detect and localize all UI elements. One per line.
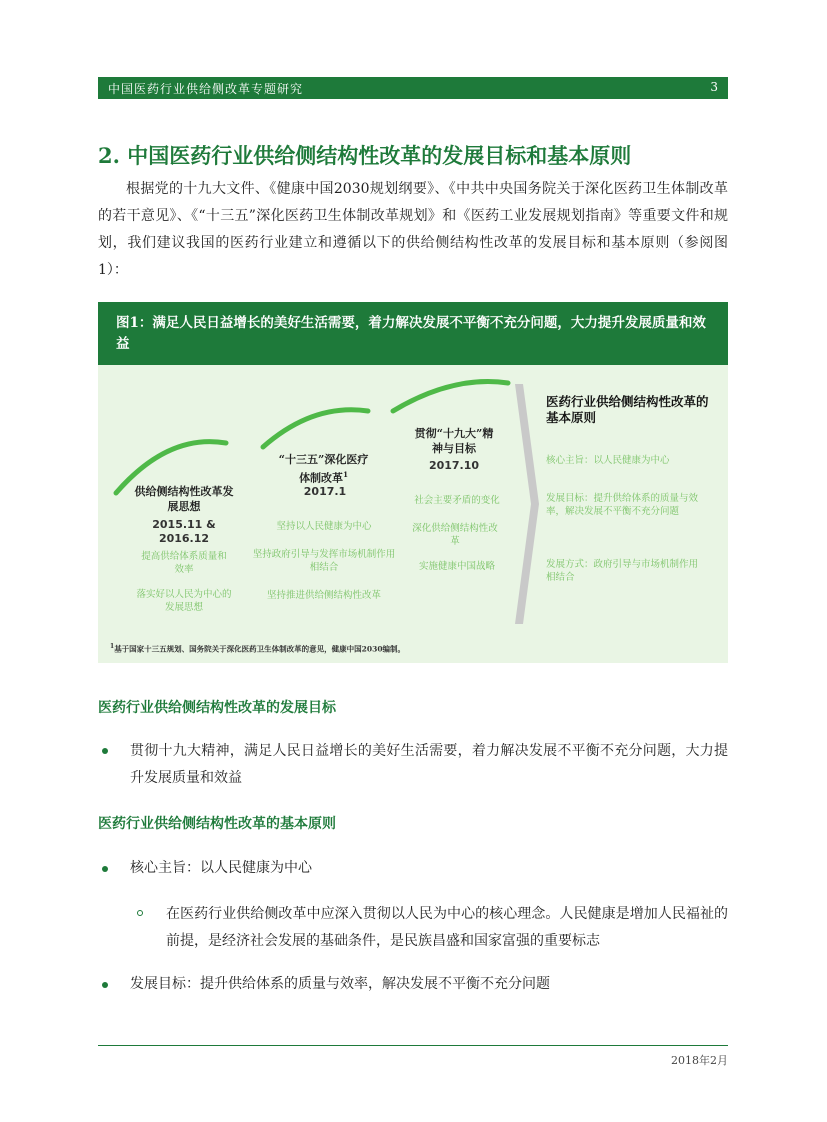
- stage-2-date: 2017.1: [303, 485, 347, 498]
- principle-item-2: 发展目标：提升供给体系的质量与效率，解决发展不平衡不充分问题: [130, 976, 550, 992]
- footnote-marker: 1: [110, 643, 115, 650]
- principles-heading: 医药行业供给侧结构性改革的基本原则: [98, 816, 336, 832]
- principle-item-1-detail: 在医药行业供给侧改革中应深入贯彻以人民为中心的核心理念。人民健康是增加人民福祉的前提，是经济社会发展的基础条件，是民族昌盛和国家富强的重要标志: [166, 906, 728, 949]
- arc-2: [263, 410, 368, 447]
- page-number: 3: [710, 80, 718, 94]
- footnote-marker: 1: [343, 470, 348, 479]
- stage-2-item: 坚持推进供给侧结构性改革: [266, 590, 381, 601]
- stage-2-item: 坚持以人民健康为中心: [276, 521, 372, 532]
- goal-item: 贯彻十九大精神，满足人民日益增长的美好生活需要，着力解决发展不平衡不充分问题，大力提升发展质量和效益: [130, 743, 728, 786]
- stage-3-item: 深化供给侧结构性改革: [412, 523, 498, 547]
- footer-date: 2018年2月: [671, 1054, 728, 1067]
- section-title: 2. 中国医药行业供给侧结构性改革的发展目标和基本原则: [98, 143, 632, 168]
- footer-divider: [98, 1045, 728, 1046]
- stage-2-title: “十三五”深化医疗体制改革$^1$: [278, 453, 369, 485]
- stage-3-title: 贯彻“十九大”精神与目标: [414, 427, 494, 455]
- figure-caption: 图1：满足人民日益增长的美好生活需要，着力解决发展不平衡不充分问题，大力提升发展质量和效益: [116, 315, 706, 352]
- page-header: [98, 77, 728, 99]
- stage-2-item: 坚持政府引导与发挥市场机制作用相结合: [252, 549, 396, 573]
- chevron-arrow: [515, 384, 539, 624]
- stage-3-date: 2017.10: [428, 459, 480, 472]
- stage-3-item: 实施健康中国战略: [418, 561, 495, 572]
- figure-footnote: $^1$基于国家十三五规划、国务院关于深化医药卫生体制改革的意见，健康中国2030编制。: [110, 643, 406, 654]
- header-title: 中国医药行业供给侧改革专题研究: [108, 82, 304, 96]
- principle-item: 发展方式：政府引导与市场机制作用相结合: [546, 559, 699, 583]
- bullet-icon: [102, 866, 108, 872]
- stage-1-item: 落实好以人民为中心的发展思想: [136, 589, 232, 613]
- principle-item: 核心主旨：以人民健康为中心: [546, 455, 670, 466]
- figure-caption-bar: [98, 302, 728, 365]
- intro-paragraph: 根据党的十九大文件、《健康中国2030规划纲要》、《中共中央国务院关于深化医药卫生体制改革的若干意见》、《“十三五”深化医药卫生体制改革规划》和《医药工业发展规划指南》等重要文件和规划，我们建议我国的医药行业建立和遵循以下的供给侧结构性改革的发展目标和基本原则（参阅图1）：: [98, 181, 728, 278]
- principle-item-1: 核心主旨：以人民健康为中心: [130, 860, 312, 876]
- principles-title: 医药行业供给侧结构性改革的基本原则: [546, 394, 709, 425]
- bullet-icon: [102, 982, 108, 988]
- bullet-icon: [102, 748, 108, 754]
- stage-1-date: 2015.11 & 2016.12: [152, 518, 216, 545]
- stage-1-title: 供给侧结构性改革发展思想: [134, 485, 234, 513]
- goals-heading: 医药行业供给侧结构性改革的发展目标: [98, 700, 336, 716]
- stage-1-item: 提高供给体系质量和效率: [141, 551, 227, 575]
- arc-3: [393, 382, 508, 411]
- stage-3-item: 社会主要矛盾的变化: [414, 495, 500, 506]
- chevron-shape: [515, 384, 539, 624]
- figure-1: [98, 302, 728, 663]
- sub-bullet-icon: [137, 910, 143, 916]
- principle-item: 发展目标：提升供给体系的质量与效率，解决发展不平衡不充分问题: [546, 493, 699, 517]
